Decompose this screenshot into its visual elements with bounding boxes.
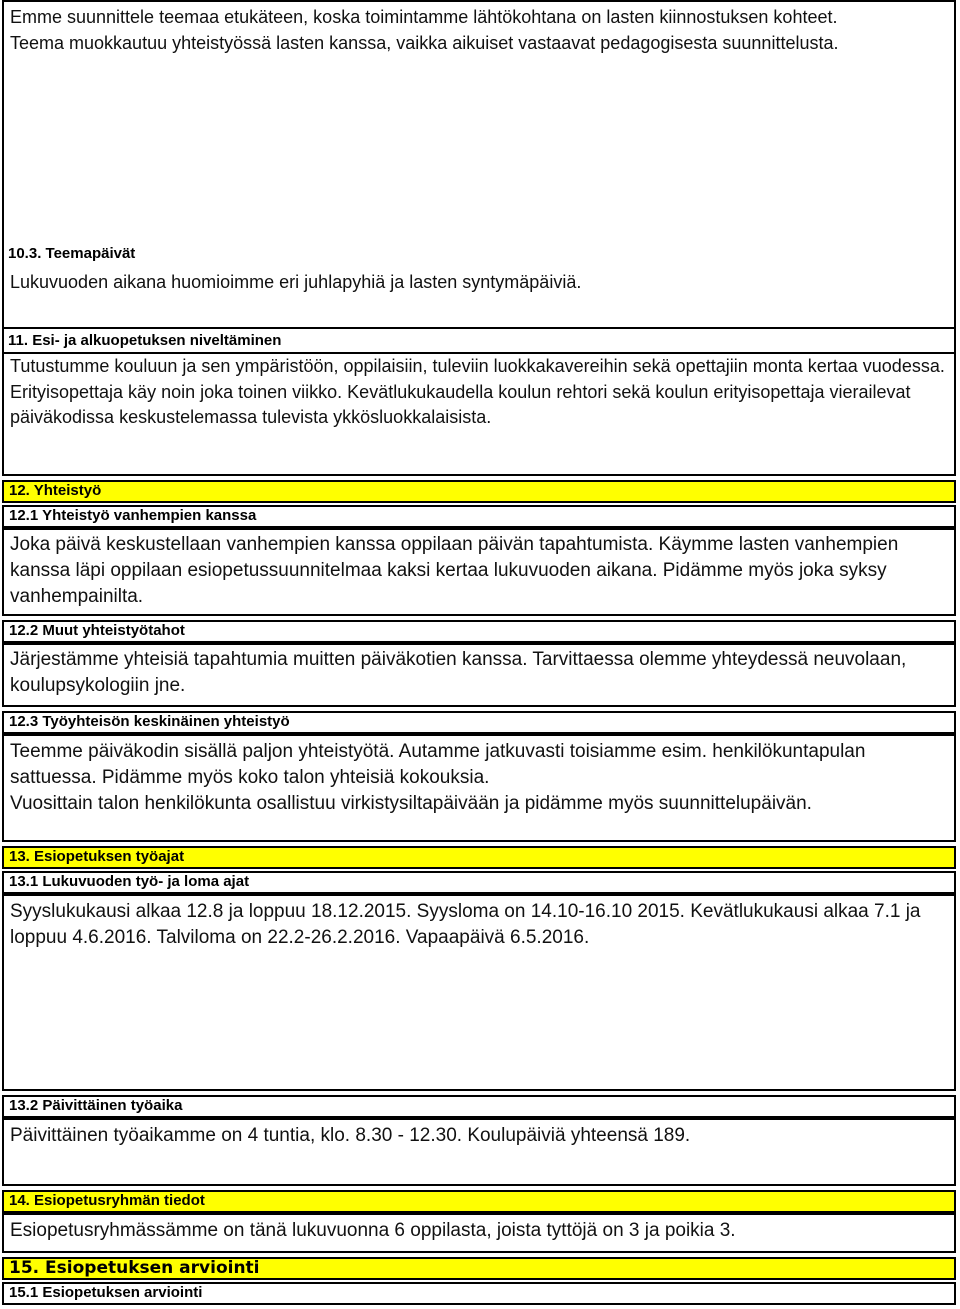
- section-13-2-heading: 13.2 Päivittäinen työaika: [2, 1095, 956, 1118]
- section-15-heading: 15. Esiopetuksen arviointi: [2, 1257, 956, 1280]
- intro-text: [10, 5, 950, 56]
- section-12-2-text: Järjestämme yhteisiä tapahtumia muitten päiväkotien kanssa. Tarvittaessa olemme yhteydessä neuvolaan, koulupsykologiin jne.: [10, 649, 907, 696]
- section-10-3-text: Lukuvuoden aikana huomioimme eri juhlapyhiä ja lasten syntymäpäiviä.: [10, 272, 582, 292]
- section-13-1-text: Syyslukukausi alkaa 12.8 ja loppuu 18.12.2015. Syysloma on 14.10-16.10 2015. Kevätlukukausi alkaa 7.1 ja loppuu 4.6.2016. Talviloma on 22.2-26.2.2016. Vapaapäivä 6.5.2016.: [10, 901, 921, 948]
- section-11-text: Tutustumme kouluun ja sen ympäristöön, oppilaisiin, tuleviin luokkakavereihin sekä opettajiin monta kertaa vuodessa. Erityisopettaja käy noin joka toinen viikko. Kevätlukukaudella koulun rehtori sekä koulun erityisopettaja vierailevat päiväkodissa keskustelemassa tulevista ykkösluokkalaisista.: [10, 356, 945, 427]
- section-15-1-heading: 15.1 Esiopetuksen arviointi: [2, 1282, 956, 1305]
- section-13-1-box: [2, 894, 956, 1091]
- intro-line-1: Emme suunnittele teemaa etukäteen, koska toimintamme lähtökohtana on lasten kiinnostuksen kohteet.: [10, 7, 838, 27]
- section-12-3-text: [10, 739, 950, 817]
- section-10-3-heading: 10.3. Teemapäivät: [8, 245, 136, 262]
- section-12-3-box: [2, 734, 956, 842]
- section-12-3-heading: 12.3 Työyhteisön keskinäinen yhteistyö: [2, 711, 956, 734]
- section-12-2-box: [2, 643, 956, 707]
- section-12-3-text-a: Teemme päiväkodin sisällä paljon yhteistyötä. Autamme jatkuvasti toisiamme esim. henkilökuntapulan sattuessa. Pidämme myös koko talon yhteisiä kokouksia.: [10, 741, 866, 788]
- section-13-2-text: Päivittäinen työaikamme on 4 tuntia, klo. 8.30 - 12.30. Koulupäiviä yhteensä 189.: [10, 1125, 691, 1146]
- section-14-text: Esiopetusryhmässämme on tänä lukuvuonna 6 oppilasta, joista tyttöjä on 3 ja poikia 3.: [10, 1220, 736, 1241]
- section-12-1-text: Joka päivä keskustellaan vanhempien kanssa oppilaan päivän tapahtumista. Käymme lasten vanhempien kanssa läpi oppilaan esiopetussuunnitelmaa kaksi kertaa lukuvuoden aikana. Pidämme myös joka syksy vanhempainilta.: [10, 534, 899, 607]
- section-14-heading: 14. Esiopetusryhmän tiedot: [2, 1190, 956, 1213]
- section-11-heading-bar: [2, 327, 956, 329]
- section-11-heading: 11. Esi- ja alkuopetuksen niveltäminen: [8, 332, 282, 349]
- section-14-box: [2, 1213, 956, 1253]
- section-12-heading: 12. Yhteistyö: [2, 480, 956, 503]
- section-12-3-text-b: Vuosittain talon henkilökunta osallistuu virkistysiltapäivään ja pidämme myös suunnittelupäivän.: [10, 793, 812, 814]
- section-12-1-heading: 12.1 Yhteistyö vanhempien kanssa: [2, 505, 956, 528]
- section-13-2-box: [2, 1118, 956, 1186]
- section-12-1-box: [2, 528, 956, 616]
- section-intro-box: [2, 0, 956, 476]
- section-12-2-heading: 12.2 Muut yhteistyötahot: [2, 620, 956, 643]
- intro-line-2: Teema muokkautuu yhteistyössä lasten kanssa, vaikka aikuiset vastaavat pedagogisesta suunnittelusta.: [10, 32, 839, 53]
- section-13-heading: 13. Esiopetuksen työajat: [2, 846, 956, 869]
- section-13-1-heading: 13.1 Lukuvuoden työ- ja loma ajat: [2, 871, 956, 894]
